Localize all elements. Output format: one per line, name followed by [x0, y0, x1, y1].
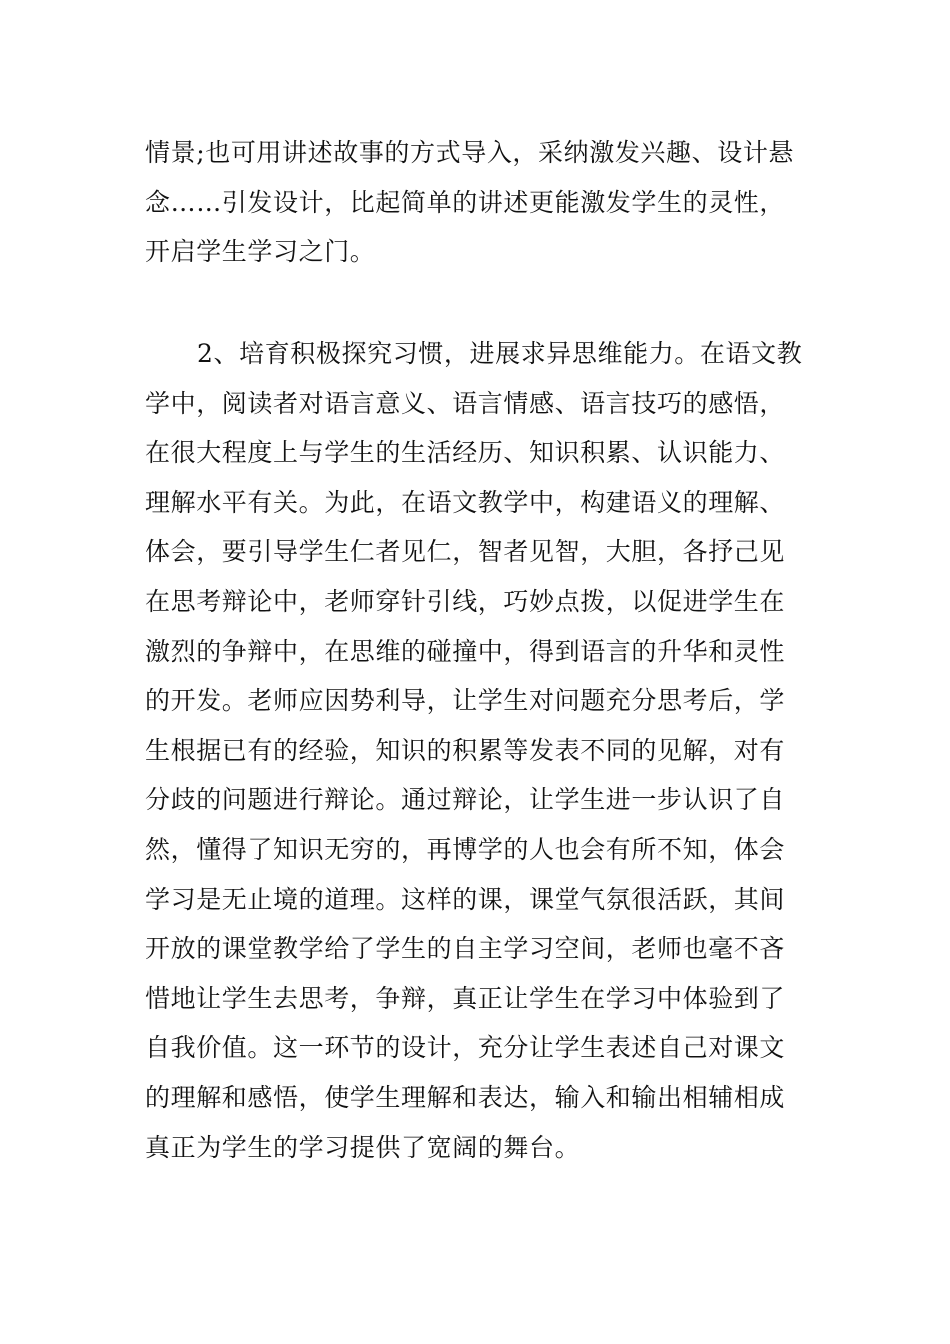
paragraph-2 — [145, 329, 810, 1172]
paragraph-line: 念……引发设计，比起简单的讲述更能激发学生的灵性， — [145, 187, 786, 217]
paragraph-line: 理解水平有关。为此，在语文教学中，构建语义的理解、 — [145, 487, 786, 517]
paragraph-line: 学中，阅读者对语言意义、语言情感、语言技巧的感悟， — [145, 388, 786, 418]
paragraph-1 — [145, 128, 810, 277]
paragraph-line: 在思考辩论中，老师穿针引线，巧妙点拨，以促进学生在 — [145, 586, 786, 616]
paragraph-line: 2、培育积极探究习惯，进展求异思维能力。在语文教 — [197, 339, 803, 368]
paragraph-line: 然，懂得了知识无穷的，再博学的人也会有所不知，体会 — [145, 834, 786, 864]
paragraph-line: 分歧的问题进行辩论。通过辩论，让学生进一步认识了自 — [145, 785, 786, 815]
paragraph-line: 的开发。老师应因势利导，让学生对问题充分思考后，学 — [145, 686, 786, 716]
paragraph-line: 开放的课堂教学给了学生的自主学习空间，老师也毫不吝 — [145, 934, 786, 964]
paragraph-line: 情景;也可用讲述故事的方式导入，采纳激发兴趣、设计悬 — [145, 138, 795, 167]
paragraph-line: 生根据已有的经验，知识的积累等发表不同的见解，对有 — [145, 735, 786, 765]
paragraph-line: 在很大程度上与学生的生活经历、知识积累、认识能力、 — [145, 438, 786, 468]
paragraph-line: 体会，要引导学生仁者见仁，智者见智，大胆，各抒己见 — [145, 537, 786, 567]
paragraph-line: 学习是无止境的道理。这样的课，课堂气氛很活跃，其间 — [145, 884, 786, 914]
paragraph-line: 真正为学生的学习提供了宽阔的舞台。 — [145, 1132, 581, 1162]
paragraph-line: 激烈的争辩中，在思维的碰撞中，得到语言的升华和灵性 — [145, 636, 786, 666]
paragraph-line: 开启学生学习之门。 — [145, 237, 376, 267]
paragraph-line: 的理解和感悟，使学生理解和表达，输入和输出相辅相成 — [145, 1082, 786, 1112]
paragraph-line: 惜地让学生去思考，争辩，真正让学生在学习中体验到了 — [145, 983, 786, 1013]
paragraph-line: 自我价值。这一环节的设计，充分让学生表述自己对课文 — [145, 1033, 786, 1063]
